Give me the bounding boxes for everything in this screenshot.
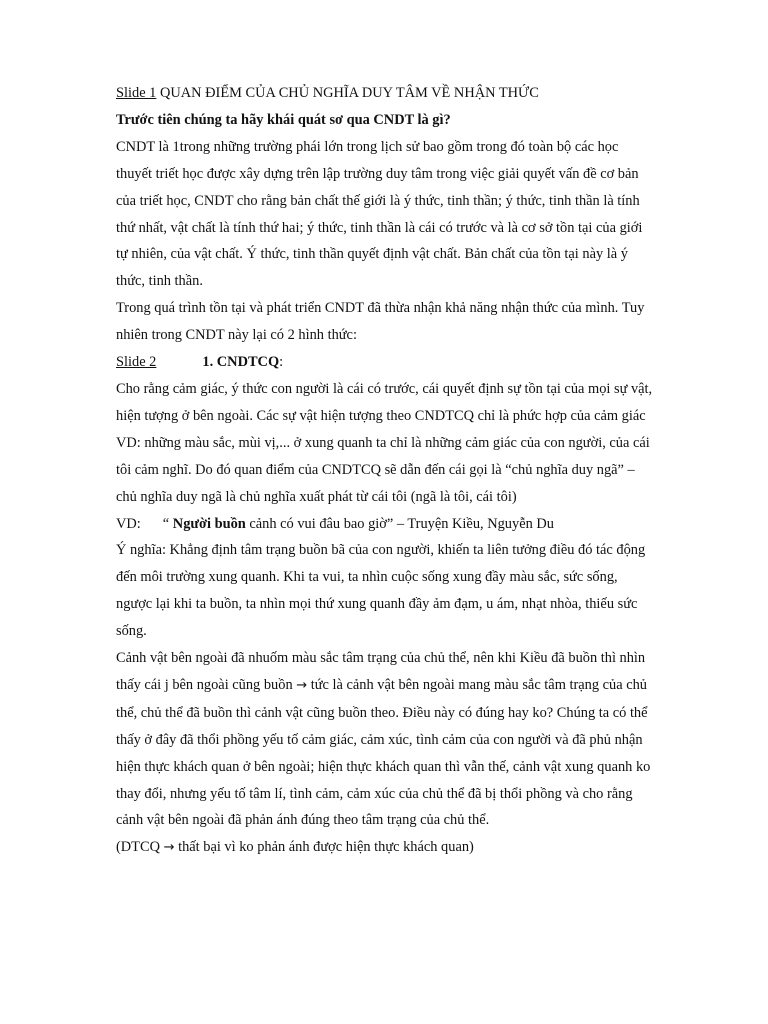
- document-body: [116, 80, 656, 862]
- slide2-label: Slide 2: [116, 354, 157, 371]
- paragraph-cndt-definition: CNDT là 1trong những trường phái lớn trong lịch sử bao gồm trong đó toàn bộ các học thuyết triết học được xây dựng trên lập trường duy tâm trong việc giải quyết vấn đề cơ bản của triết học, CNDT cho rằng bản chất thế giới là ý thức, tinh thần; ý thức, tinh thần là tính thứ nhất, vật chất là tính thứ hai; ý thức, tinh thần là cái có trước và là cơ sở tồn tại của giới tự nhiên, của vật chất. Ý thức, tinh thần quyết định vật chất. Bản chất của tồn tại này là ý thức, tinh thần.: [116, 138, 643, 290]
- slide2-heading-line: [116, 349, 656, 376]
- slide1-label: Slide 1: [116, 85, 157, 101]
- conclusion-part-2: thất bại vì ko phản ánh được hiện thực khách quan): [174, 839, 474, 856]
- example-rest: cảnh có vui đâu bao giờ” – Truyện Kiều, Nguyễn Du: [245, 515, 554, 532]
- paragraph-analysis: [116, 645, 656, 834]
- arrow-right-icon: →: [163, 840, 175, 856]
- conclusion-part-1: (DTCQ: [116, 839, 164, 856]
- cndtcq-heading: 1. CNDTCQ: [202, 354, 280, 371]
- example-label: VD:: [116, 515, 141, 532]
- paragraph-meaning: Ý nghĩa: Khẳng định tâm trạng buồn bã của con người, khiến ta liên tưởng điều đó tác động đến môi trường xung quanh. Khi ta vui, ta nhìn cuộc sống xung đầy màu sắc, sức sống, ngược lại khi ta buồn, ta nhìn mọi thứ xung quanh đầy ảm đạm, u ám, nhạt nhòa, thiếu sức sống.: [116, 542, 646, 640]
- example-open-quote: “: [162, 515, 173, 532]
- paragraph-cndtcq-description: Cho rằng cảm giác, ý thức con người là cái có trước, cái quyết định sự tồn tại của mọi sự vật, hiện tượng ở bên ngoài. Các sự vật hiện tượng theo CNDTCQ chỉ là phức hợp của cảm giác VD: những màu sắc, mùi vị,... ở xung quanh ta chỉ là những cảm giác của con người, của cái tôi cảm nghĩ. Do đó quan điểm của CNDTCQ sẽ dẫn đến cái gọi là “chủ nghĩa duy ngã” – chủ nghĩa duy ngã là chủ nghĩa xuất phát từ cái tôi (ngã là tôi, cái tôi): [116, 380, 653, 505]
- paragraph-conclusion: [116, 834, 656, 862]
- analysis-part-2: tức là cảnh vật bên ngoài mang màu sắc tâm trạng của chủ thể, chủ thể đã buồn thì cảnh vật cũng buồn theo. Điều này có đúng hay ko? Chúng ta có thể thấy ở đây đã thổi phồng yếu tố cảm giác, cảm xúc, tình cảm của con người và đã phủ nhận hiện thực khách quan ở bên ngoài; hiện thực khách quan thì vẫn thế, cảnh vật xung quanh ko thay đổi, nhưng yếu tố tâm lí, tình cảm, cảm xúc của chủ thể đã bị thổi phồng và cho rằng cảnh vật bên ngoài đã phản ánh đúng theo tâm trạng của chủ thể.: [116, 676, 651, 829]
- analysis-part-1: Cảnh vật bên ngoài đã nhuốm màu sắc tâm trạng của chủ thể, nên khi Kiều đã buồn thì nhìn thấy cái j bên ngoài cũng buồn: [116, 650, 646, 693]
- intro-question: Trước tiên chúng ta hãy khái quát sơ qua CNDT là gì?: [116, 111, 451, 128]
- paragraph-two-forms: Trong quá trình tồn tại và phát triển CNDT đã thừa nhận khả năng nhận thức của mình. Tuy nhiên trong CNDT này lại có 2 hình thức:: [116, 300, 645, 344]
- slide1-title: QUAN ĐIỂM CỦA CHỦ NGHĨA DUY TÂM VỀ NHẬN THỨC: [156, 85, 539, 101]
- arrow-right-icon: →: [296, 677, 308, 693]
- example-line: [116, 511, 656, 538]
- slide1-heading-line: [116, 80, 656, 107]
- example-bold-phrase: Người buồn: [172, 515, 246, 532]
- cndtcq-colon: :: [279, 354, 284, 371]
